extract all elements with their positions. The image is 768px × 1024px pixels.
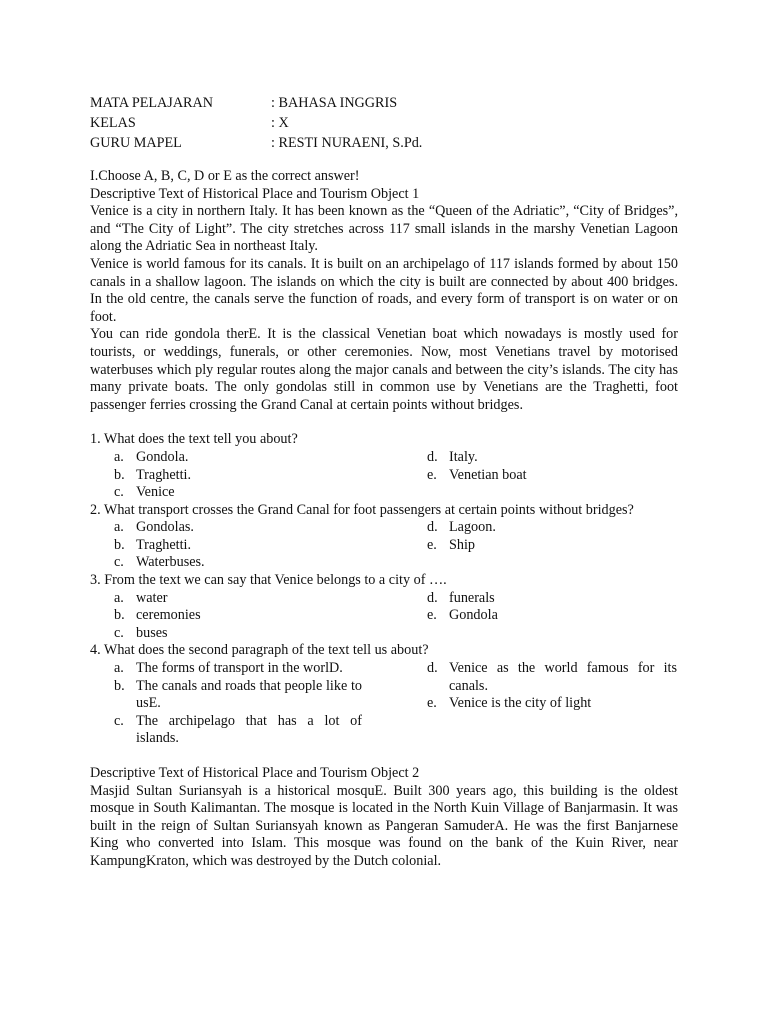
option-letter: b.: [114, 466, 125, 483]
option-letter: c.: [114, 484, 124, 501]
question-text: 1. What does the text tell you about?: [90, 431, 298, 448]
option-c: [114, 484, 394, 502]
teacher-label: GURU MAPEL: [90, 135, 182, 151]
option-c: [114, 625, 394, 643]
option-e: [427, 607, 677, 625]
question-text: 4. What does the second paragraph of the text tell us about?: [90, 642, 429, 659]
question-1: [90, 431, 678, 501]
question-2: [90, 502, 678, 572]
option-d: [427, 590, 677, 608]
class-label: KELAS: [90, 115, 136, 131]
option-c: [114, 554, 394, 572]
option-letter: a.: [114, 448, 124, 465]
option-text: Venice as the world famous for its canals.: [449, 660, 677, 694]
option-letter: e.: [427, 607, 437, 624]
answer-options: [90, 449, 678, 502]
option-a: [114, 590, 394, 608]
subject-value: : BAHASA INGGRIS: [271, 95, 398, 111]
instruction: I.Choose A, B, C, D or E as the correct answer!: [90, 168, 360, 184]
option-letter: b.: [114, 607, 125, 624]
option-e: [427, 537, 677, 555]
option-text: water: [136, 589, 168, 606]
option-letter: d.: [427, 448, 438, 465]
text1-title: Descriptive Text of Historical Place and Tourism Object 1: [90, 185, 420, 202]
option-c: [114, 713, 394, 748]
option-letter: b.: [114, 536, 125, 553]
option-letter: e.: [427, 695, 437, 712]
option-text: The archipelago that has a lot of islands.: [136, 712, 362, 747]
option-letter: b.: [114, 677, 125, 694]
question-4: [90, 642, 678, 748]
option-text: Gondola: [449, 607, 498, 624]
option-letter: a.: [114, 519, 124, 536]
option-b: [114, 607, 394, 625]
class-value: : X: [271, 115, 289, 131]
text1-paragraph-3: You can ride gondola therE. It is the classical Venetian boat which nowadays is mostly used for tourists, or weddings, funerals, or other ceremonies. Now, most Venetians travel by motorised waterbuses which ply regular routes along the major canals and between the city’s islands. The city has many private boats. The only gondolas still in common use by Venetians are the Traghetti, foot passenger ferries crossing the Grand Canal at certain points without bridges.: [90, 326, 678, 413]
option-d: [427, 519, 677, 537]
option-text: Italy.: [449, 448, 478, 465]
text2-title: Descriptive Text of Historical Place and Tourism Object 2: [90, 765, 420, 781]
option-a: [114, 519, 394, 537]
text1-paragraph-1: Venice is a city in northern Italy. It has been known as the “Queen of the Adriatic”, “City of Bridges”, and “The City of Light”. The city stretches across 117 small islands in the marshy Venetian Lagoon along the Adriatic Sea in northeast Italy.: [90, 203, 678, 255]
option-text: Gondolas.: [136, 519, 194, 536]
text1-paragraph-2: Venice is world famous for its canals. It is built on an archipelago of 117 islands formed by about 150 canals in a shallow lagoon. The islands on which the city is built are connected by about 400 bridges. In the old centre, the canals serve the function of roads, and every form of transport is on water or on foot.: [90, 255, 678, 325]
option-letter: c.: [114, 712, 124, 729]
option-b: [114, 467, 394, 485]
option-b: [114, 678, 394, 713]
option-letter: a.: [114, 660, 124, 677]
option-text: Traghetti.: [136, 466, 192, 483]
option-letter: c.: [114, 624, 124, 641]
answer-options: [90, 590, 678, 643]
question-text: 2. What transport crosses the Grand Canal for foot passengers at certain points without bridges?: [90, 501, 634, 518]
option-a: [114, 449, 394, 467]
option-text: ceremonies: [136, 607, 201, 624]
option-text: The canals and roads that people like to usE.: [136, 677, 362, 712]
question-3: [90, 572, 678, 642]
option-e: [427, 695, 677, 713]
option-d: [427, 449, 677, 467]
teacher-value: : RESTI NURAENI, S.Pd.: [271, 135, 423, 151]
option-letter: c.: [114, 554, 124, 571]
option-text: Venice is the city of light: [449, 695, 592, 712]
header-info: [90, 93, 678, 153]
option-a: [114, 660, 394, 678]
option-text: Waterbuses.: [136, 554, 205, 571]
header-row-class: [90, 113, 678, 133]
option-text: Gondola.: [136, 448, 189, 465]
header-row-subject: [90, 93, 678, 113]
header-row-teacher: [90, 133, 678, 153]
option-letter: d.: [427, 660, 438, 677]
worksheet-page: [90, 93, 678, 871]
option-text: The forms of transport in the worlD.: [136, 660, 343, 677]
question-text: 3. From the text we can say that Venice belongs to a city of ….: [90, 572, 447, 589]
option-text: funerals: [449, 589, 495, 606]
option-letter: a.: [114, 589, 124, 606]
option-text: Traghetti.: [136, 536, 192, 553]
answer-options: [90, 519, 678, 572]
text2-paragraph-1: Masjid Sultan Suriansyah is a historical mosquE. Built 300 years ago, this building is the oldest mosque in South Kalimantan. The mosque is located in the North Kuin Village of Banjarmasin. It was built in the reign of Sultan Suriansyah known as Pangeran SamuderA. He was the first Banjarnese King who converted into Islam. This mosque was found on the bank of the Kuin River, near KampungKraton, which was destroyed by the Dutch colonial.: [90, 782, 678, 869]
option-d: [427, 660, 677, 695]
option-letter: d.: [427, 519, 438, 536]
option-text: Lagoon.: [449, 519, 496, 536]
option-text: Ship: [449, 536, 476, 553]
option-text: Venice: [136, 484, 175, 501]
option-letter: e.: [427, 466, 437, 483]
option-letter: d.: [427, 589, 438, 606]
subject-label: MATA PELAJARAN: [90, 95, 214, 111]
option-text: Venetian boat: [449, 466, 527, 483]
option-e: [427, 467, 677, 485]
option-text: buses: [136, 624, 168, 641]
answer-options: [90, 660, 678, 748]
option-letter: e.: [427, 536, 437, 553]
option-b: [114, 537, 394, 555]
